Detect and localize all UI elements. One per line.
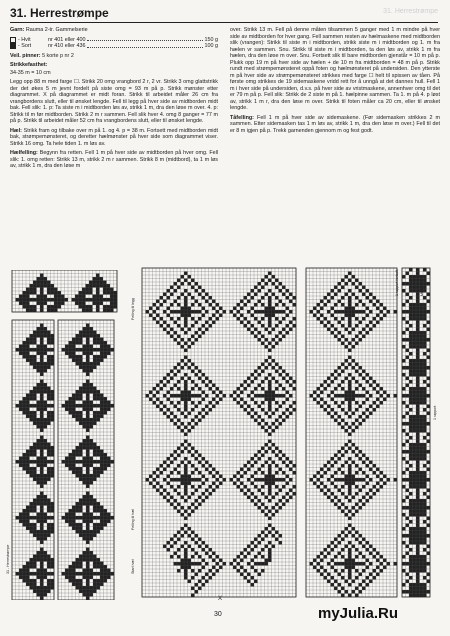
rapport-label: 1 rapport [433, 405, 437, 420]
title-bar [10, 6, 438, 23]
yarn-number: nr 410 eller 436 [48, 43, 86, 49]
yarn-row-black [10, 43, 218, 50]
pinner-label: Veil. pinner: [10, 52, 41, 59]
chart-caption-heel: 31 - Herrestrømpe [6, 544, 10, 574]
faded-header-text: 31. Herrestrømpe [383, 8, 438, 15]
white-swatch-icon [10, 37, 16, 43]
yarn-name: - Sort [18, 43, 32, 49]
midtbord-label: Midtbord [420, 282, 424, 296]
garn-text: Rauma 2-tr. Gammelserie [25, 27, 88, 33]
felling-hael-label: Felling til hæl [131, 508, 135, 530]
felling-legg-label: Felling til legg [131, 298, 135, 320]
leg-chart [140, 266, 300, 606]
tafelling-text: Fell 1 m på hver side av sidemaskene. (Før sidemasken strikkes 2 m sammen. Etter sidemasken tas 1 m løs av, strikk 1 m, dra den løse m over.) Fell til det er 8 m igjen på p. Trekk garnenden gjennom m og fest godt. [230, 114, 441, 134]
rapport-fortsett-label: 1 rapport fortsett [395, 269, 399, 296]
yarn-number: nr 401 eller 400 [48, 36, 86, 43]
hael-text: Strikk fram og tilbake over m på 1. og 4. p = 38 m. Fortsett med midtborden midt bak, strømpemønsteret, og deretter hælmønster på hver side som diagrammet viser. Strikk 16 omg. Ta hele tiden 1. m løs av. [10, 127, 218, 147]
pinner-text: 5 korte p nr 2 [42, 52, 74, 59]
right-text-column [230, 27, 440, 137]
watermark-logo: myJulia.Ru [318, 605, 399, 622]
hael-label: Hæl: [10, 127, 22, 134]
yarn-name: - Hvit [18, 36, 31, 43]
left-text-column [10, 27, 218, 173]
dot-leader [87, 43, 202, 48]
page-number: 30 [214, 611, 222, 618]
black-swatch-icon [10, 43, 16, 49]
instructions-continued: over. Strikk 13 m. Fell på denne måten tilsammen 5 ganger med 1 m mindre på hver side av midtborden for hver gang. Fell sammen resten av hælmaskene med midtborden slik (vrangen): Strikk til siste m i midtborden, strikk siste m i midtborden og 1. m fra hælen vr sammen. Snu. Strikk til siste m i midtborden, ta den løs av, strikk 1 m fra hælen, dra den løse m over. Snu. Fortsett slik til bare midtborden gjenstår = 10 m på p. Plukk opp 19 m på hver side av hælen + de 10 m fra midtborden = 48 m på p. Strikk rundt med strømpemønsteret oppå foten og hælmønsteret på undersiden. Den ytterste m på hver side av strømpemønsteret strikkes med farge ☐ helt til spissen av tåen. På første omg strikkes de 19 sidemaskene vridd rett for å unngå at det dannes hull. Fell 1 m i hver side på undersiden, d.v.s. på hver side av vristmaskene, annenhver omg til det er 79 m på p. Fell slik: Strikk de 2 siste m på 1. hælpinne sammen. Ta 1. m på 4. p løst av, strikk 1 m r, dra den løse m over. Strikk til foten måler ca 20 cm, eller til ønsket lengde. [230, 27, 440, 111]
fasthet-text: 34-35 m = 10 cm [10, 69, 51, 76]
tafelling-label: Tåfelling: [230, 114, 254, 121]
heel-top-grid [12, 270, 117, 312]
yarn-amount: 100 g [204, 43, 218, 49]
haelfelling-text: Begynn fra retten. Fell 1 m på hver side av midtborden på hver omg. Fell slik: 1. omg retten: Strikk 13 m, strikk 2 m r sammen. Strikk 8 m (midtbord), ta 1 m løs av, strikk 1 m, dra den løse m [10, 150, 219, 169]
heel-column-grid [58, 320, 114, 600]
foot-chart [304, 266, 440, 606]
midtbord-grid [402, 268, 430, 597]
page-title: 31. Herrestrømpe [10, 6, 109, 20]
yarn-amount: 150 g [204, 36, 218, 43]
heel-side-grid [12, 320, 54, 600]
instructions-paragraph: Legg opp 88 m med farge ☐. Strikk 20 omg vrangbord 2 r, 2 vr. Strikk 3 omg glattstrikk der det økes 5 m jevnt fordelt på siste omg = 93 m på p. Strikk mønster etter diagrammet. X på diagrammet er midt foran. Strikk til arbeidet måler 26 cm fra vrangbordens slutt, eller til ønsket lengde. Fell til legg på hver side av midtborden midt bak. Fell slik: 1. p: Ta siste m i midtborden løs av, strikk 1 m, dra den løse m over. 4. p: Strikk til m før midtborden. Strikk 2 m r sammen. Fell slik hver 4. omg 8 ganger = 77 m på p. Strikk til arbeidet måler 52 cm fra vrangbordens slutt, eller til ønsket lengde. [10, 79, 218, 124]
foot-grid [306, 268, 397, 597]
midt-foran-mark: X [218, 596, 223, 602]
haelfelling-label: Hælfelling: [10, 150, 38, 156]
dot-leader [87, 37, 202, 42]
heel-chart [10, 270, 136, 600]
leg-grid [142, 268, 296, 597]
garn-label: Garn: [10, 27, 25, 33]
start-hael-label: Start hæl [131, 559, 135, 574]
fasthet-label: Strikkefasthet: [10, 62, 48, 68]
